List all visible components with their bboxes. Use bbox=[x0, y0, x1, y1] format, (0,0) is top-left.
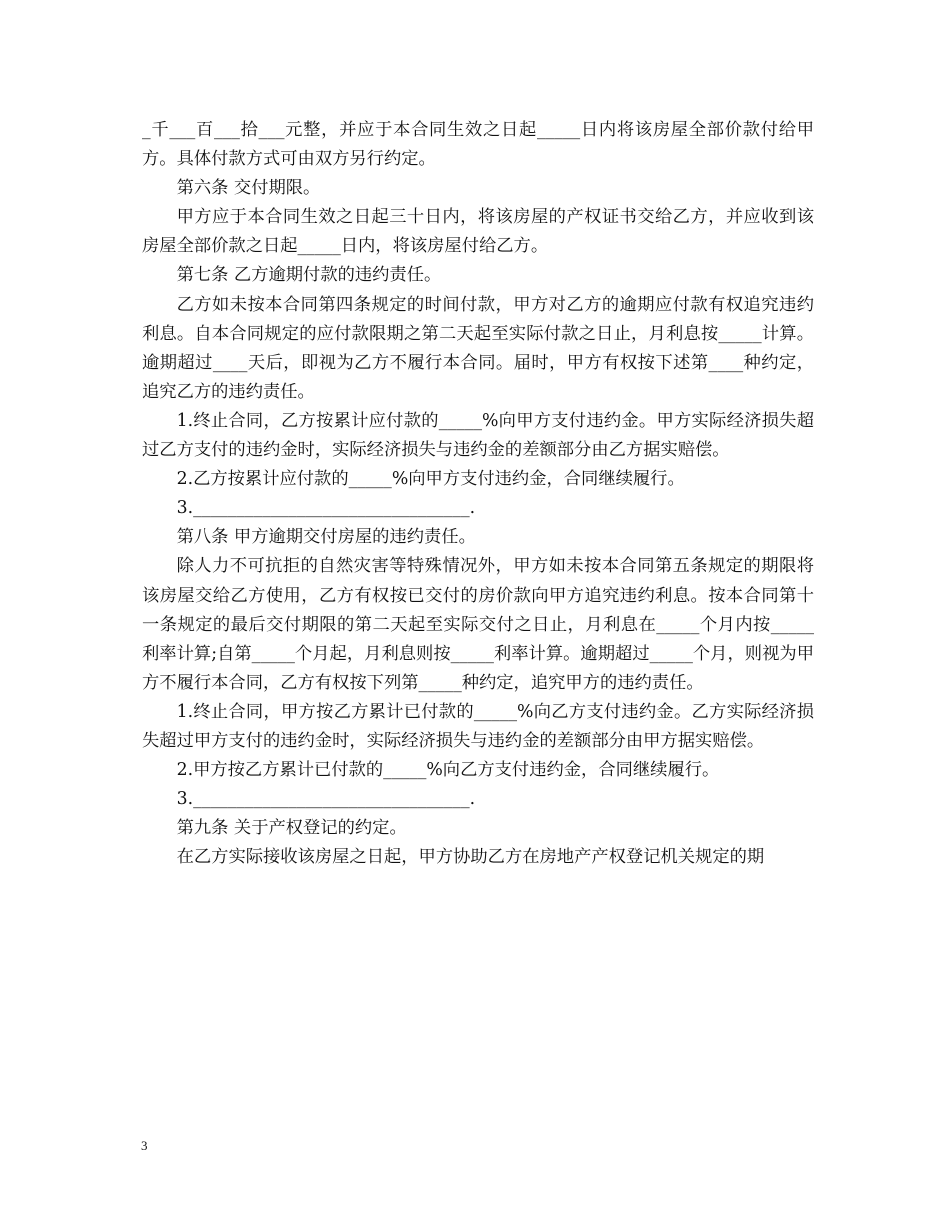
page-number: 3 bbox=[141, 1138, 148, 1153]
paragraph: 乙方如未按本合同第四条规定的时间付款，甲方对乙方的逾期应付款有权追究违约利息。自本合同规定的应付款限期之第二天起至实际付款之日止，月利息按_____计算。逾期超过____天后，即视为乙方不履行本合同。届时，甲方有权按下述第____种约定，追究乙方的违约责任。 bbox=[142, 294, 814, 402]
list-item: 2.乙方按累计应付款的_____%向甲方支付违约金，合同继续履行。 bbox=[176, 469, 685, 490]
article-heading: 第六条 交付期限。 bbox=[176, 178, 321, 199]
paragraph: 在乙方实际接收该房屋之日起，甲方协助乙方在房地产产权登记机关规定的期 bbox=[176, 847, 765, 868]
list-item: 2.甲方按乙方累计已付款的_____%向乙方支付违约金，合同继续履行。 bbox=[176, 760, 720, 781]
article-heading: 第七条 乙方逾期付款的违约责任。 bbox=[176, 265, 442, 286]
article-heading: 第八条 甲方逾期交付房屋的违约责任。 bbox=[176, 527, 476, 548]
list-item: 3.________________________________. bbox=[176, 498, 476, 519]
list-item: 1.终止合同，乙方按累计应付款的_____%向甲方支付违约金。甲方实际经济损失超过乙方支付的违约金时，实际经济损失与违约金的差额部分由乙方据实赔偿。 bbox=[142, 410, 814, 461]
article-heading: 第九条 关于产权登记的约定。 bbox=[176, 818, 407, 839]
paragraph: 甲方应于本合同生效之日起三十日内，将该房屋的产权证书交给乙方，并应收到该房屋全部价款之日起_____日内，将该房屋付给乙方。 bbox=[142, 207, 814, 257]
paragraph: 除人力不可抗拒的自然灾害等特殊情况外，甲方如未按本合同第五条规定的期限将该房屋交给乙方使用，乙方有权按已交付的房价款向甲方追究违约利息。按本合同第十一条规定的最后交付期限的第二天起至实际交付之日止，月利息在_____个月内按_____利率计算;自第_____个月起，月利息则按_____利率计算。逾期超过_____个月，则视为甲方不履行本合同，乙方有权按下列第_____种约定，追究甲方的违约责任。 bbox=[142, 556, 814, 693]
list-item: 1.终止合同，甲方按乙方累计已付款的_____%向乙方支付违约金。乙方实际经济损失超过甲方支付的违约金时，实际经济损失与违约金的差额部分由甲方据实赔偿。 bbox=[142, 701, 814, 751]
list-item: 3.________________________________. bbox=[176, 789, 476, 810]
document-body bbox=[142, 116, 814, 872]
paragraph: _千___百___拾___元整，并应于本合同生效之日起_____日内将该房屋全部价款付给甲方。具体付款方式可由双方另行约定。 bbox=[142, 120, 814, 170]
